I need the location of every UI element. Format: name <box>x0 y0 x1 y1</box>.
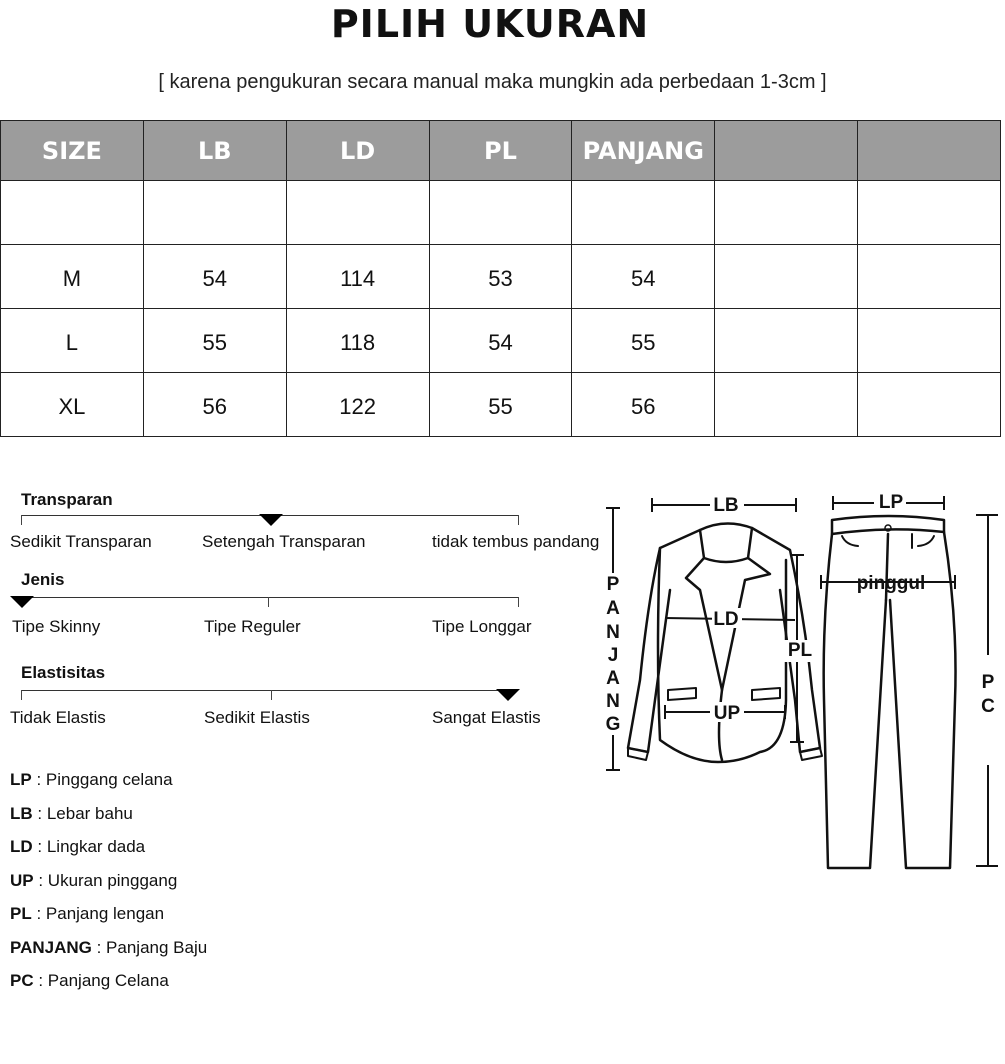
table-cell: 55 <box>143 309 286 373</box>
legend-abbr: LB <box>10 803 33 823</box>
table-cell: 55 <box>429 373 572 437</box>
legend-abbr: PC <box>10 971 34 990</box>
header-ld: LD <box>286 121 429 181</box>
legend-item <box>10 969 207 1003</box>
table-cell <box>858 373 1001 437</box>
table-cell <box>858 245 1001 309</box>
table-cell <box>715 309 858 373</box>
table-cell <box>858 181 1001 245</box>
legend-item <box>10 835 207 869</box>
diagram-label-ld: LD <box>713 609 739 630</box>
table-cell: 53 <box>429 245 572 309</box>
scale-option: Setengah Transparan <box>202 532 366 551</box>
scale-tick <box>518 597 519 607</box>
diagram-panjang-letter: P <box>606 574 620 595</box>
scale-option: Sedikit Transparan <box>10 532 152 551</box>
pants-illustration-icon <box>824 516 956 868</box>
diagram-panjang-letter: A <box>606 668 620 689</box>
legend-item <box>10 902 207 936</box>
table-cell: L <box>1 309 144 373</box>
table-cell: 118 <box>286 309 429 373</box>
table-cell <box>143 181 286 245</box>
diagram-panjang-letter: G <box>605 714 621 735</box>
legend-abbr: PL <box>10 904 32 923</box>
scale-option: Tipe Skinny <box>12 617 101 636</box>
size-table <box>0 120 1001 437</box>
scale-tick <box>271 690 272 700</box>
header-blank-1 <box>715 121 858 181</box>
table-row <box>1 245 1001 309</box>
scale-title: Elastisitas <box>21 663 106 682</box>
scale-transparan <box>0 488 620 558</box>
legend-item <box>10 768 207 802</box>
legend-desc: : Panjang lengan <box>31 904 165 923</box>
garment-diagram <box>600 485 1005 885</box>
legend-abbr: LP <box>10 770 32 789</box>
scale-option: Sedikit Elastis <box>204 708 310 727</box>
table-header-row <box>1 121 1001 181</box>
table-cell: 54 <box>429 309 572 373</box>
diagram-panjang-letter: N <box>606 691 620 712</box>
scale-line <box>21 597 518 598</box>
diagram-label-up: UP <box>713 703 741 724</box>
legend-desc: : Lingkar dada <box>32 837 146 856</box>
diagram-label-lp: LP <box>878 492 904 513</box>
table-row <box>1 309 1001 373</box>
table-cell <box>429 181 572 245</box>
scale-marker-icon <box>259 514 283 526</box>
legend-desc: : Ukuran pinggang <box>33 870 178 890</box>
table-cell <box>286 181 429 245</box>
scale-option: Tipe Longgar <box>432 617 532 636</box>
page-title: PILIH UKURAN <box>330 2 650 46</box>
legend-desc: : Panjang Baju <box>91 937 208 957</box>
legend-item <box>10 802 207 836</box>
scale-tick <box>21 515 22 525</box>
abbreviation-legend <box>10 768 207 1003</box>
legend-desc: : Lebar bahu <box>32 803 133 823</box>
header-lb: LB <box>143 121 286 181</box>
scale-title: Jenis <box>21 570 65 589</box>
diagram-label-pl: PL <box>787 640 813 661</box>
legend-item <box>10 936 207 970</box>
scale-elastisitas <box>0 661 620 731</box>
table-cell <box>715 245 858 309</box>
scale-option: Tidak Elastis <box>10 708 106 727</box>
header-pl: PL <box>429 121 572 181</box>
scale-option: tidak tembus pandang <box>432 532 600 551</box>
legend-abbr: PANJANG <box>10 937 92 957</box>
table-cell: M <box>1 245 144 309</box>
scale-option: Tipe Reguler <box>204 617 301 636</box>
diagram-pc-letter: P <box>981 672 995 693</box>
legend-desc: : Pinggang celana <box>31 770 173 789</box>
table-cell: 55 <box>572 309 715 373</box>
table-cell <box>572 181 715 245</box>
diagram-label-lb: LB <box>713 495 739 516</box>
legend-desc: : Panjang Celana <box>33 971 169 990</box>
diagram-panjang-letter: A <box>606 598 620 619</box>
diagram-pc-letter: C <box>981 696 995 717</box>
table-cell: 54 <box>143 245 286 309</box>
legend-abbr: UP <box>10 870 34 890</box>
table-cell: 114 <box>286 245 429 309</box>
legend-abbr: LD <box>10 837 33 856</box>
table-cell <box>715 373 858 437</box>
header-panjang: PANJANG <box>572 121 715 181</box>
measurement-note: [ karena pengukuran secara manual maka mungkin ada perbedaan 1-3cm ] <box>158 71 827 93</box>
table-cell: XL <box>1 373 144 437</box>
scale-tick <box>268 597 269 607</box>
header-blank-2 <box>858 121 1001 181</box>
scale-jenis <box>0 568 620 638</box>
table-cell: 122 <box>286 373 429 437</box>
scale-title: Transparan <box>21 490 113 509</box>
table-cell: 54 <box>572 245 715 309</box>
header-size: SIZE <box>1 121 144 181</box>
table-row <box>1 373 1001 437</box>
scale-line <box>21 690 518 691</box>
scale-tick <box>518 515 519 525</box>
scale-option: Sangat Elastis <box>432 708 541 727</box>
legend-item <box>10 869 207 903</box>
table-row <box>1 181 1001 245</box>
scale-marker-icon <box>10 596 34 608</box>
scale-tick <box>21 690 22 700</box>
scale-marker-icon <box>496 689 520 701</box>
table-cell: 56 <box>143 373 286 437</box>
diagram-panjang-letter: N <box>606 622 620 643</box>
table-cell: 56 <box>572 373 715 437</box>
table-cell <box>715 181 858 245</box>
table-cell <box>858 309 1001 373</box>
table-cell <box>1 181 144 245</box>
diagram-label-pinggul: pinggul <box>856 573 926 594</box>
diagram-panjang-letter: J <box>607 645 619 666</box>
